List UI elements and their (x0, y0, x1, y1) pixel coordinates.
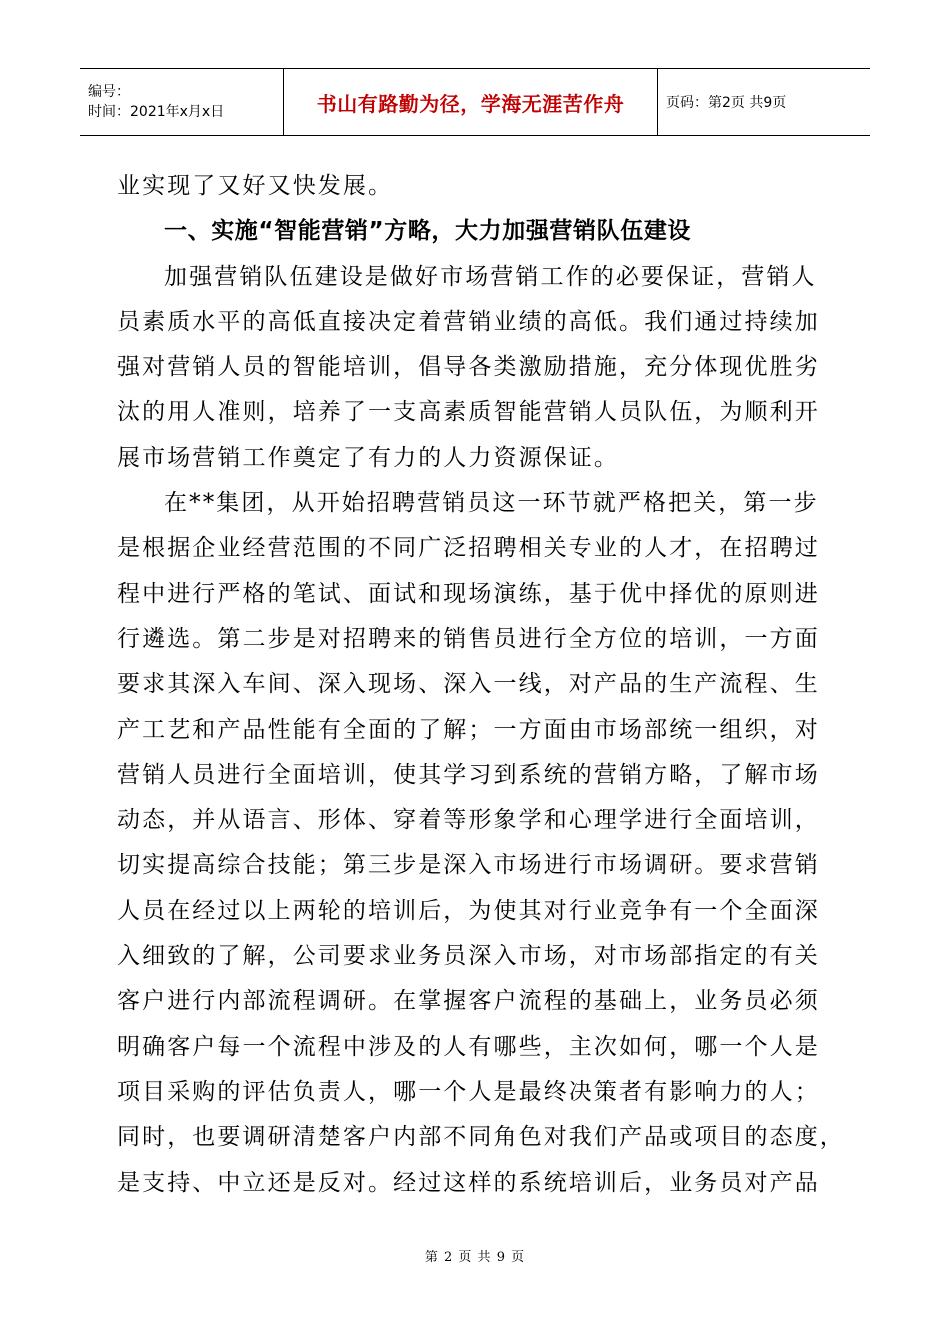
text-line: 客户进行内部流程调研。在掌握客户流程的基础上，业务员必须 (117, 988, 820, 1015)
document-date: 时间：2021年x月x日 (88, 104, 225, 120)
header-motto (284, 69, 658, 135)
section-heading: 一、实施“智能营销”方略，大力加强营销队伍建设 (164, 218, 692, 245)
header-meta (80, 69, 284, 135)
text-line: 展市场营销工作奠定了有力的人力资源保证。 (117, 444, 619, 471)
page-footer (0, 1246, 950, 1265)
text-line: 动态，并从语言、形体、穿着等形象学和心理学进行全面培训， (117, 807, 820, 834)
document-number: 编号： (88, 84, 130, 100)
page-header (80, 68, 870, 136)
text-line: 汰的用人准则，培养了一支高素质智能营销人员队伍，为顺利开 (117, 399, 820, 426)
text-line: 在**集团，从开始招聘营销员这一环节就严格把关，第一步 (164, 490, 819, 517)
text-line: 人员在经过以上两轮的培训后，为使其对行业竞争有一个全面深 (117, 897, 820, 924)
text-line: 是支持、中立还是反对。经过这样的系统培训后，业务员对产品 (117, 1169, 820, 1196)
text-line: 入细致的了解，公司要求业务员深入市场，对市场部指定的有关 (117, 943, 820, 970)
text-line: 产工艺和产品性能有全面的了解；一方面由市场部统一组织，对 (117, 716, 820, 743)
text-line: 要求其深入车间、深入现场、深入一线，对产品的生产流程、生 (117, 671, 820, 698)
header-page-info (658, 69, 870, 135)
text-line: 明确客户每一个流程中涉及的人有哪些，主次如何，哪一个人是 (117, 1033, 820, 1060)
text-line: 同时，也要调研清楚客户内部不同角色对我们产品或项目的态度， (117, 1124, 845, 1151)
page-number-label: 页码：第2页 共9页 (666, 95, 787, 111)
text-line: 员素质水平的高低直接决定着营销业绩的高低。我们通过持续加 (117, 308, 820, 335)
text-line: 切实提高综合技能；第三步是深入市场进行市场调研。要求营销 (117, 852, 820, 879)
text-line: 项目采购的评估负责人，哪一个人是最终决策者有影响力的人； (117, 1078, 820, 1105)
text-line: 业实现了又好又快发展。 (117, 173, 394, 199)
text-line: 加强营销队伍建设是做好市场营销工作的必要保证，营销人 (164, 263, 817, 290)
text-line: 是根据企业经营范围的不同广泛招聘相关专业的人才，在招聘过 (117, 535, 820, 562)
text-line: 程中进行严格的笔试、面试和现场演练，基于优中择优的原则进 (117, 580, 820, 607)
text-line: 行遴选。第二步是对招聘来的销售员进行全方位的培训，一方面 (117, 625, 820, 652)
motto-text: 书山有路勤为径，学海无涯苦作舟 (316, 91, 625, 116)
footer-page-number: 第 2 页 共 9 页 (424, 1250, 526, 1265)
document-body (117, 164, 845, 1206)
text-line: 营销人员进行全面培训，使其学习到系统的营销方略，了解市场 (117, 761, 820, 788)
text-line: 强对营销人员的智能培训，倡导各类激励措施，充分体现优胜劣 (117, 354, 820, 381)
